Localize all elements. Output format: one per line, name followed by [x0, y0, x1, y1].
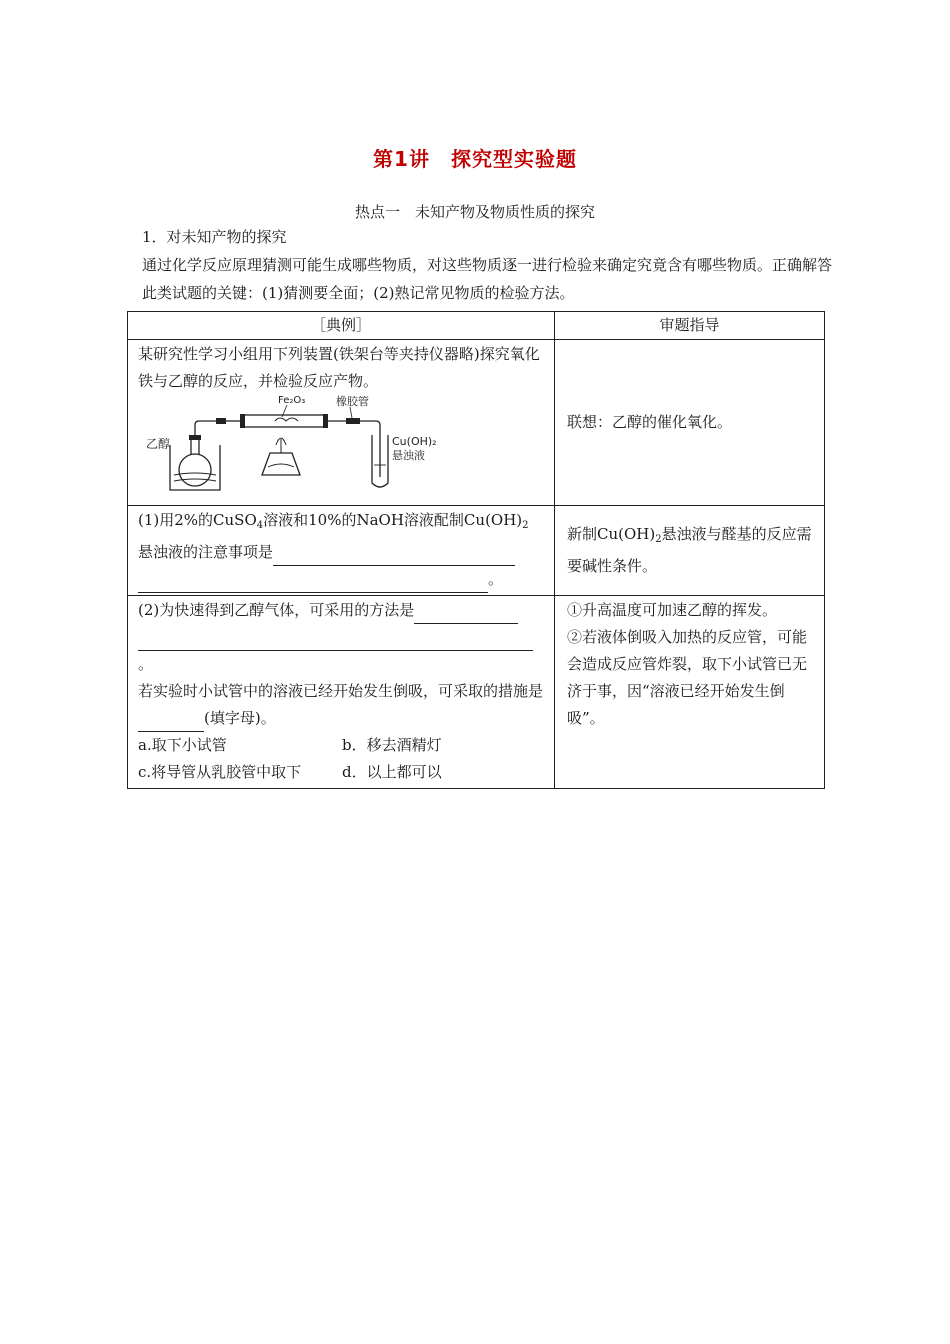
q2-b-end: (填字母)。	[204, 709, 276, 727]
question-2	[138, 597, 546, 786]
guide3-point-1: ①升高温度可加速乙醇的挥发。	[567, 601, 778, 619]
guide2-text-a: 新制Cu(OH)	[567, 524, 656, 543]
apparatus-figure	[140, 395, 440, 495]
q2-blank-line2[interactable]	[138, 632, 533, 651]
q1-end: 。	[488, 570, 504, 588]
q1-text-c: 悬浊液的注意事项是	[138, 543, 274, 561]
label-fe2o3: Fe₂O₃	[278, 395, 306, 406]
guide2-text-b: 悬浊液与醛基的反应需要碱性条件。	[567, 524, 812, 575]
section-heading: 1．对未知产物的探究	[142, 228, 287, 246]
label-rubber-tube: 橡胶管	[336, 395, 369, 408]
question-stem: 某研究性学习小组用下列装置(铁架台等夹持仪器略)探究氧化铁与乙醇的反应，并检验反应产物。	[138, 345, 540, 390]
option-c[interactable]: c.将导管从乳胶管中取下	[138, 763, 302, 781]
guide2-sub: 2	[655, 533, 662, 545]
q2-blank-choice[interactable]	[138, 713, 204, 732]
header-guide: 审题指导	[555, 312, 825, 340]
guide-2	[555, 506, 825, 596]
q1-sub4: 4	[256, 520, 264, 531]
question-1	[138, 507, 546, 593]
q2-blank-line1[interactable]	[414, 605, 518, 624]
q2-end: 。	[138, 655, 154, 673]
q1-blank-line2[interactable]	[138, 574, 488, 593]
q1-sub2: 2	[522, 520, 529, 531]
q1-text-a: (1)用2%的CuSO	[138, 511, 257, 529]
label-ethanol: 乙醇	[146, 437, 171, 451]
header-example: ［典例］	[128, 312, 555, 340]
q2-text-a: (2)为快速得到乙醇气体，可采用的方法是	[138, 601, 415, 619]
option-d[interactable]: d．以上都可以	[342, 763, 442, 781]
q1-blank-line1[interactable]	[273, 547, 515, 566]
section-intro: 通过化学反应原理猜测可能生成哪些物质，对这些物质逐一进行检验来确定究竟含有哪些物质。正确解答此类试题的关键：(1)猜测要全面；(2)熟记常见物质的检验方法。	[142, 256, 833, 302]
option-b[interactable]: b．移去酒精灯	[342, 736, 442, 754]
option-a[interactable]: a.取下小试管	[138, 736, 227, 754]
page-title: 第1讲 探究型实验题	[373, 147, 577, 171]
label-cuoh2: Cu(OH)₂	[392, 435, 437, 448]
guide-3	[555, 596, 825, 789]
options-list	[138, 732, 546, 786]
q1-text-b: 溶液和10%的NaOH溶液配制Cu(OH)	[263, 511, 523, 529]
label-suspension: 悬浊液	[392, 449, 425, 462]
q2-text-b: 若实验时小试管中的溶液已经开始发生倒吸，可采取的措施是	[138, 682, 544, 700]
hotspot-heading: 热点一 未知产物及物质性质的探究	[354, 203, 595, 221]
guide3-point-2: ②若液体倒吸入加热的反应管，可能会造成反应管炸裂，取下小试管已无济于事，因“溶液已经开始发生倒吸”。	[567, 628, 808, 727]
example-table	[127, 311, 825, 789]
guide-1: 联想：乙醇的催化氧化。	[555, 340, 825, 506]
